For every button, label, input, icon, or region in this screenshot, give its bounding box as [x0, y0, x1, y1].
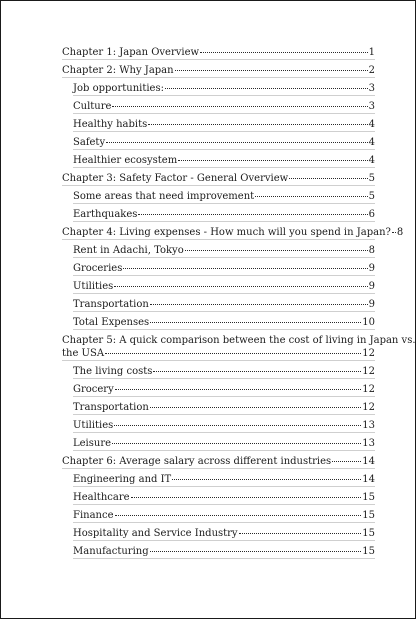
toc-entry-title: Total Expenses — [73, 317, 150, 328]
toc-page-number: 6 — [368, 209, 375, 220]
toc-page-number: 3 — [368, 83, 375, 94]
toc-page-number: 15 — [362, 510, 375, 521]
toc-dot-leader — [112, 443, 361, 444]
toc-entry-title: Grocery — [73, 384, 114, 395]
toc-page-number: 3 — [368, 101, 375, 112]
toc-entry-title: Utilities — [73, 281, 114, 292]
toc-entry-title: Culture — [73, 101, 112, 112]
toc-entry-title: Chapter 2: Why Japan — [62, 65, 174, 76]
toc-entry-title: Leisure — [73, 438, 112, 449]
toc-entry-engineering-it[interactable] — [73, 474, 375, 487]
toc-entry-culture[interactable] — [73, 101, 375, 114]
toc-entry-title: Safety — [73, 137, 106, 148]
toc-dot-leader — [165, 88, 368, 89]
toc-entry-earthquakes[interactable] — [73, 209, 375, 222]
toc-entry-utilities-2[interactable] — [73, 420, 375, 433]
toc-entry-title: Groceries — [73, 263, 123, 274]
toc-entry-transportation[interactable] — [73, 299, 375, 312]
toc-dot-leader — [112, 106, 367, 107]
toc-entry-healthcare[interactable] — [73, 492, 375, 505]
toc-dot-leader — [255, 196, 367, 197]
toc-page-number: 8 — [396, 227, 404, 238]
toc-page-number: 2 — [368, 65, 375, 76]
toc-page-number: 14 — [362, 474, 375, 485]
toc-page-number: 8 — [368, 245, 375, 256]
toc-entry-title: Healthcare — [73, 492, 130, 503]
toc-page-number: 9 — [368, 263, 375, 274]
toc-entry-title: Chapter 1: Japan Overview — [62, 47, 200, 58]
toc-entry-title: Utilities — [73, 420, 114, 431]
toc-entry-safety[interactable] — [73, 137, 375, 150]
toc-page-number: 4 — [368, 119, 375, 130]
toc-entry-job-opportunities[interactable] — [73, 83, 375, 96]
toc-dot-leader — [239, 533, 362, 534]
toc-page-number: 13 — [362, 438, 375, 449]
toc-dot-leader — [392, 232, 396, 233]
toc-entry-leisure[interactable] — [73, 438, 375, 451]
toc-page-number: 4 — [368, 155, 375, 166]
toc-entry-title: Finance — [73, 510, 114, 521]
toc-dot-leader — [105, 353, 361, 354]
toc-dot-leader — [172, 479, 361, 480]
toc-page-number: 9 — [368, 299, 375, 310]
toc-entry-manufacturing[interactable] — [73, 546, 375, 559]
toc-entry-chapter-3[interactable] — [62, 173, 375, 186]
toc-dot-leader — [115, 389, 362, 390]
toc-entry-grocery[interactable] — [73, 384, 375, 397]
toc-entry-title-line1: Chapter 5: A quick comparison between the cost of living in Japan vs. — [62, 335, 416, 346]
toc-page-number: 15 — [362, 528, 375, 539]
toc-entry-healthy-habits[interactable] — [73, 119, 375, 132]
toc-entry-title: Manufacturing — [73, 546, 149, 557]
toc-entry-chapter-2[interactable] — [62, 65, 375, 78]
toc-entry-chapter-4[interactable] — [62, 227, 404, 240]
toc-entry-title: Healthier ecosystem — [73, 155, 178, 166]
toc-entry-hospitality[interactable] — [73, 528, 375, 541]
toc-entry-title: The living costs — [73, 366, 153, 377]
toc-dot-leader — [138, 214, 367, 215]
toc-dot-leader — [289, 178, 367, 179]
toc-entry-title: Healthy habits — [73, 119, 148, 130]
toc-page-number: 5 — [368, 173, 375, 184]
toc-entry-title: Engineering and IT — [73, 474, 172, 485]
toc-entry-title: Some areas that need improvement — [73, 191, 255, 202]
toc-page-number: 5 — [368, 191, 375, 202]
toc-dot-leader — [332, 461, 361, 462]
toc-entry-title: Job opportunities: — [73, 83, 164, 94]
toc-dot-leader — [148, 124, 367, 125]
toc-page-number: 9 — [368, 281, 375, 292]
toc-dot-leader — [185, 250, 368, 251]
toc-entry-title: Chapter 6: Average salary across different industries — [62, 456, 332, 467]
toc-entry-living-costs[interactable] — [73, 366, 375, 379]
toc-entry-title-line2-row — [62, 348, 375, 359]
toc-dot-leader — [114, 425, 361, 426]
toc-dot-leader — [175, 70, 368, 71]
toc-entry-finance[interactable] — [73, 510, 375, 523]
toc-entry-utilities[interactable] — [73, 281, 375, 294]
toc-dot-leader — [153, 371, 361, 372]
toc-dot-leader — [150, 551, 362, 552]
toc-entry-title: Transportation — [73, 299, 149, 310]
toc-entry-rent-adachi[interactable] — [73, 245, 375, 258]
toc-dot-leader — [150, 322, 361, 323]
toc-entry-title: Transportation — [73, 402, 149, 413]
toc-dot-leader — [200, 52, 368, 53]
toc-entry-chapter-5[interactable] — [62, 335, 416, 361]
toc-dot-leader — [106, 142, 368, 143]
toc-page-number: 1 — [368, 47, 375, 58]
toc-entry-groceries[interactable] — [73, 263, 375, 276]
table-of-contents — [62, 47, 416, 564]
toc-page-number: 14 — [362, 456, 375, 467]
toc-entry-title: Rent in Adachi, Tokyo — [73, 245, 184, 256]
toc-page-number: 10 — [362, 317, 375, 328]
toc-page-number: 15 — [362, 492, 375, 503]
toc-page-number: 12 — [362, 402, 375, 413]
toc-page-number: 15 — [362, 546, 375, 557]
toc-entry-title: Chapter 3: Safety Factor - General Overview — [62, 173, 289, 184]
toc-entry-title: Chapter 4: Living expenses - How much will you spend in Japan? — [62, 227, 391, 238]
toc-entry-title-line2: the USA — [62, 348, 105, 359]
toc-page-number: 12 — [362, 348, 375, 359]
toc-dot-leader — [115, 515, 362, 516]
toc-dot-leader — [123, 268, 367, 269]
toc-page-number: 12 — [362, 384, 375, 395]
toc-entry-chapter-1[interactable] — [62, 47, 375, 60]
toc-page-number: 12 — [362, 366, 375, 377]
toc-dot-leader — [131, 497, 362, 498]
toc-entry-transportation-2[interactable] — [73, 402, 375, 415]
toc-entry-title: Earthquakes — [73, 209, 138, 220]
toc-dot-leader — [114, 286, 367, 287]
toc-page-number: 13 — [362, 420, 375, 431]
toc-dot-leader — [150, 407, 361, 408]
toc-page-number: 4 — [368, 137, 375, 148]
toc-entry-healthier-ecosystem[interactable] — [73, 155, 375, 168]
toc-entry-total-expenses[interactable] — [73, 317, 375, 330]
toc-entry-areas-improvement[interactable] — [73, 191, 375, 204]
toc-dot-leader — [150, 304, 368, 305]
toc-dot-leader — [178, 160, 367, 161]
toc-entry-chapter-6[interactable] — [62, 456, 375, 469]
toc-entry-title: Hospitality and Service Industry — [73, 528, 238, 539]
